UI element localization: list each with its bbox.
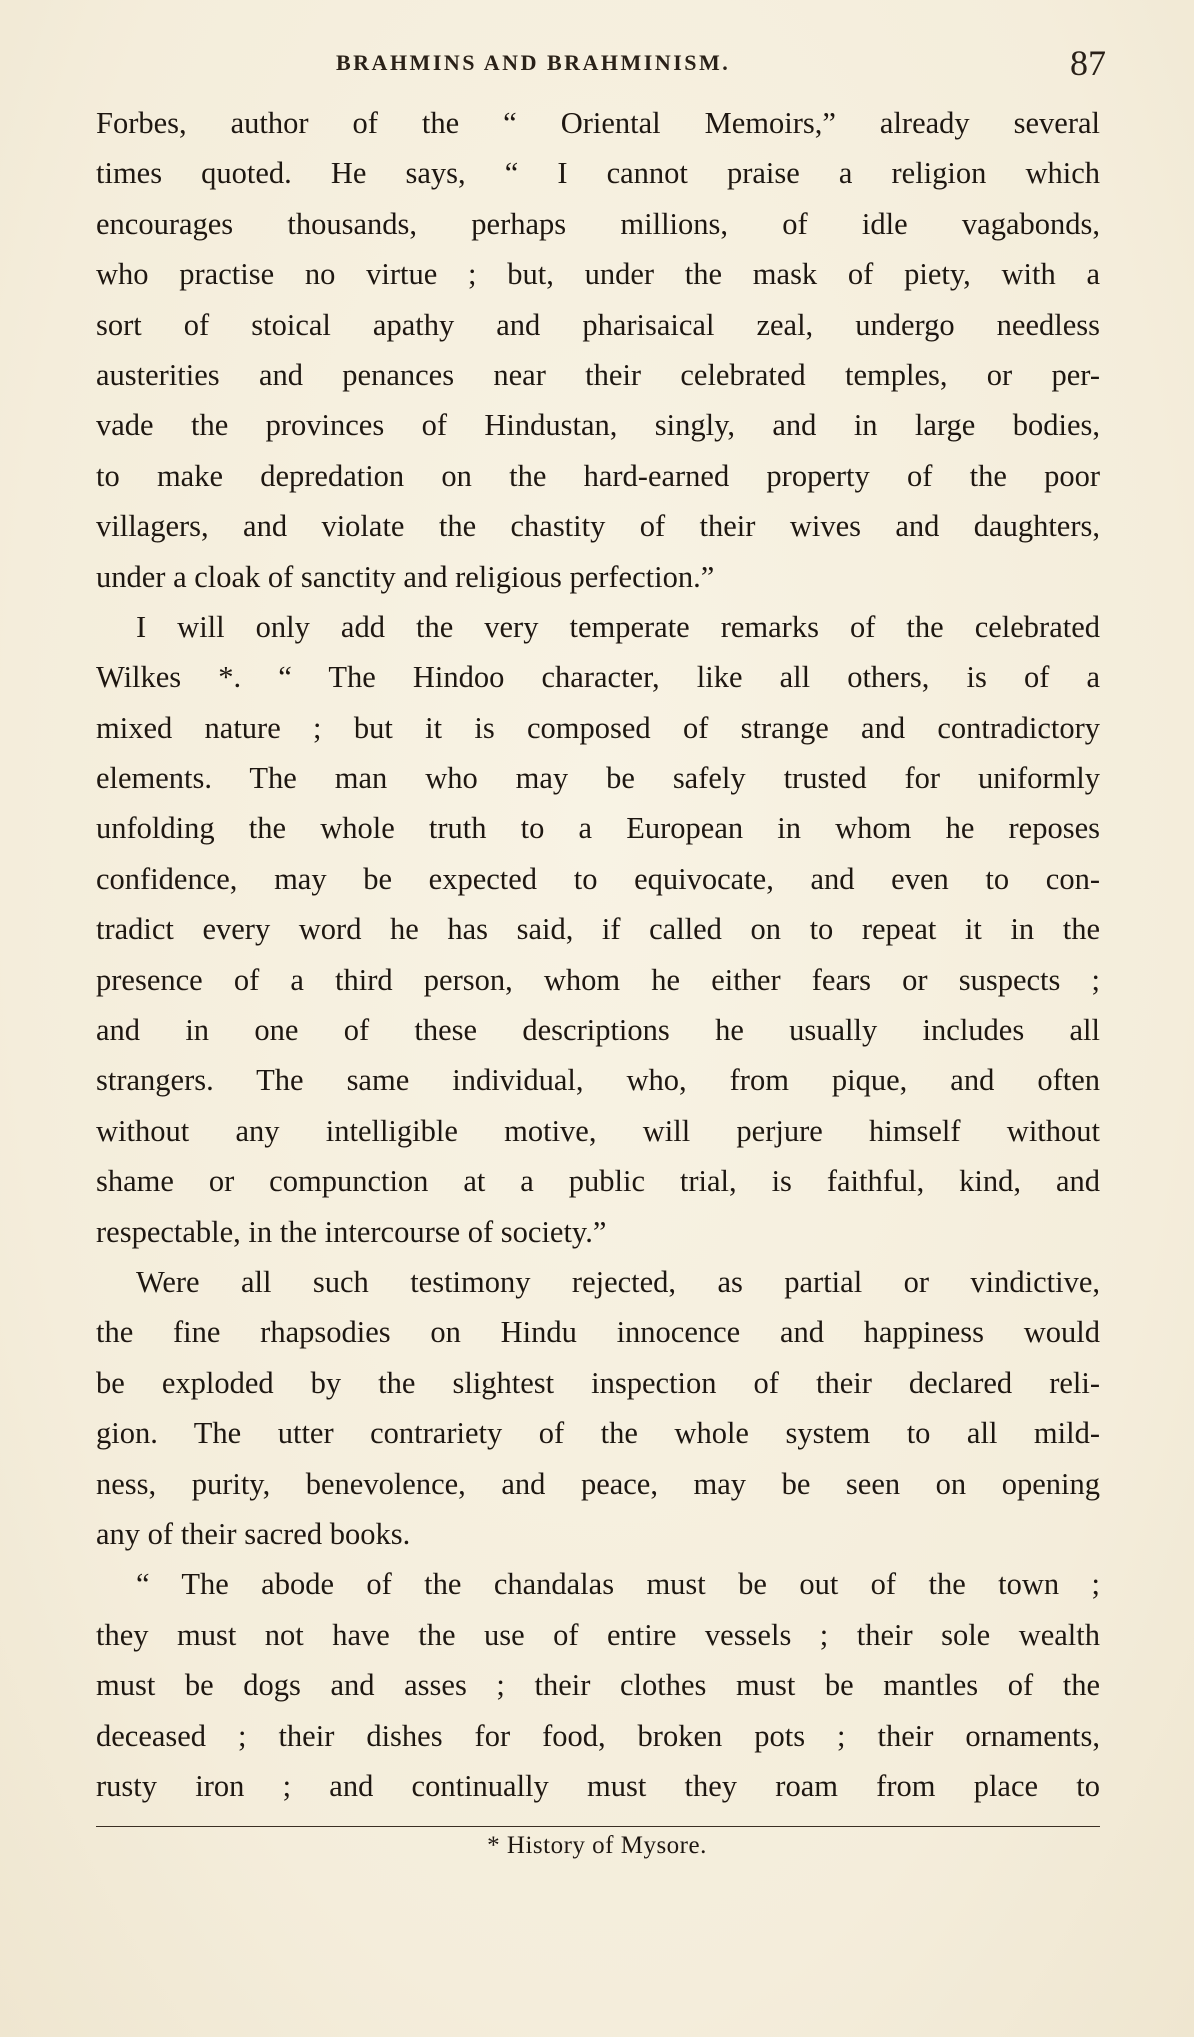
text-line: strangers. The same individual, who, from pique, and often — [96, 1063, 1100, 1098]
text-line: be exploded by the slightest inspection of their declared reli- — [96, 1365, 1100, 1400]
text-line: they must not have the use of entire vessels ; their sole wealth — [96, 1617, 1100, 1652]
text-line: times quoted. He says, “ I cannot praise a religion which — [96, 156, 1100, 191]
text-line: respectable, in the intercourse of society.” — [96, 1214, 607, 1249]
text-line: “ The abode of the chandalas must be out of the town ; — [136, 1567, 1100, 1602]
text-line: any of their sacred books. — [96, 1516, 411, 1551]
text-line: under a cloak of sanctity and religious perfection.” — [96, 559, 715, 594]
text-line: gion. The utter contrariety of the whole system to all mild- — [96, 1416, 1100, 1451]
body-text — [96, 98, 1100, 1811]
running-head — [96, 42, 1106, 86]
text-line: sort of stoical apathy and pharisaical zeal, undergo needless — [96, 307, 1100, 342]
text-line: Were all such testimony rejected, as partial or vindictive, — [136, 1264, 1100, 1299]
page-number: 87 — [1070, 43, 1106, 83]
text-line: rusty iron ; and continually must they roam from place to — [96, 1768, 1100, 1803]
text-line: villagers, and violate the chastity of their wives and daughters, — [96, 509, 1100, 544]
text-line: without any intelligible motive, will perjure himself without — [96, 1113, 1100, 1148]
text-line: encourages thousands, perhaps millions, of idle vagabonds, — [96, 206, 1100, 241]
text-line: Forbes, author of the “ Oriental Memoirs,” already several — [96, 106, 1100, 140]
text-line: and in one of these descriptions he usually includes all — [96, 1013, 1100, 1048]
text-line: the fine rhapsodies on Hindu innocence and happiness would — [96, 1315, 1100, 1350]
text-line: mixed nature ; but it is composed of strange and contradictory — [96, 710, 1100, 745]
text-line: austerities and penances near their celebrated temples, or per- — [96, 357, 1100, 392]
text-line: elements. The man who may be safely trusted for uniformly — [96, 761, 1100, 796]
text-line: confidence, may be expected to equivocate, and even to con- — [96, 861, 1100, 896]
footnote-rule — [96, 1826, 1100, 1827]
text-line: deceased ; their dishes for food, broken pots ; their ornaments, — [96, 1718, 1100, 1753]
text-line: presence of a third person, whom he either fears or suspects ; — [96, 962, 1100, 997]
text-line: who practise no virtue ; but, under the mask of piety, with a — [96, 257, 1100, 292]
text-line: to make depredation on the hard-earned property of the poor — [96, 458, 1100, 493]
text-line: I will only add the very temperate remarks of the celebrated — [136, 609, 1100, 644]
text-line: must be dogs and asses ; their clothes must be mantles of the — [96, 1668, 1100, 1703]
text-line: ness, purity, benevolence, and peace, may be seen on opening — [96, 1466, 1100, 1501]
text-line: tradict every word he has said, if called on to repeat it in the — [96, 912, 1100, 947]
text-line: Wilkes *. “ The Hindoo character, like all others, is of a — [96, 660, 1100, 695]
text-line: unfolding the whole truth to a European in whom he reposes — [96, 811, 1100, 846]
text-line: vade the provinces of Hindustan, singly, and in large bodies, — [96, 408, 1100, 443]
footnote: * History of Mysore. — [487, 1832, 707, 1859]
text-line: shame or compunction at a public trial, is faithful, kind, and — [96, 1164, 1100, 1199]
running-title: BRAHMINS AND BRAHMINISM. — [336, 50, 731, 75]
